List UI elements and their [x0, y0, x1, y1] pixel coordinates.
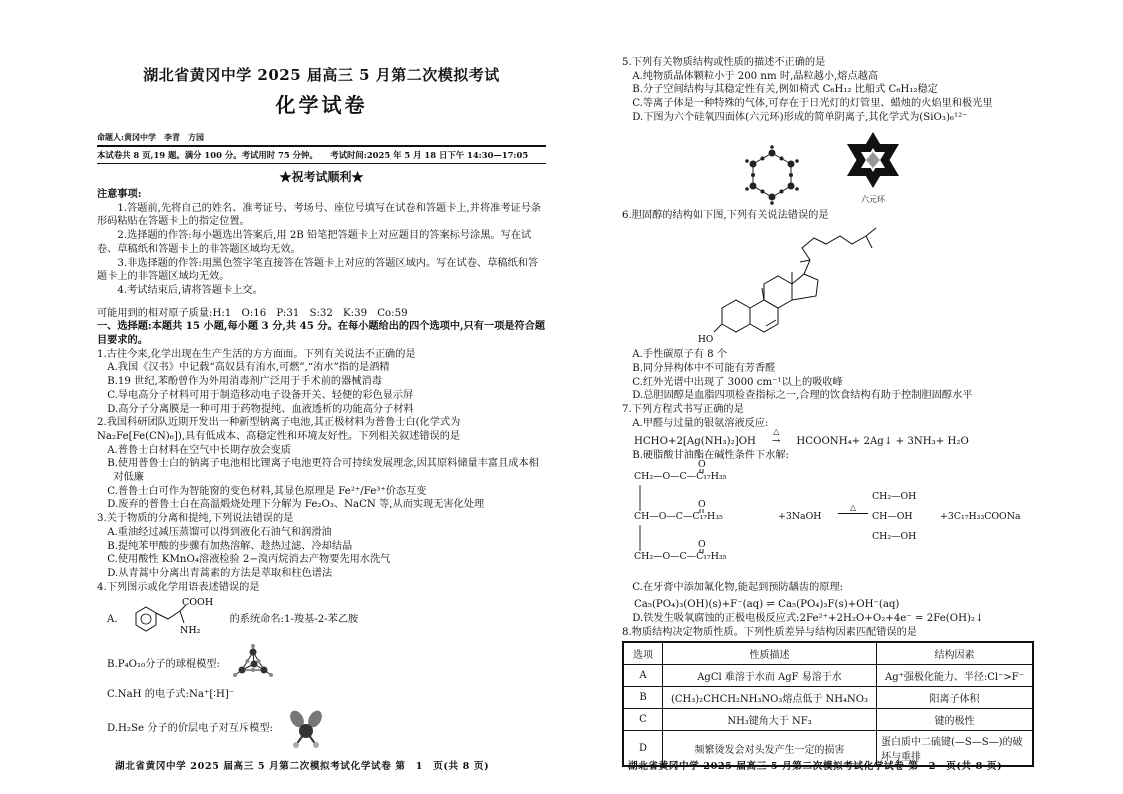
q7-b-equation [628, 459, 1083, 581]
q7-option-c: C.在牙膏中添加氟化物,能起到预防龋齿的原理: [632, 582, 844, 594]
q5-stem: 5.下列有关物质结构或性质的描述不正确的是 [622, 57, 826, 68]
q3-option-d: D.从青蒿中分离出青蒿素的方法是萃取和柱色谱法 [107, 567, 333, 579]
right-page [560, 0, 1123, 794]
glycerol-line-1: CH₂—OH [872, 491, 917, 503]
q7-option-d: D.铁发生吸氧腐蚀的正极电极反应式:2Fe²⁺+2H₂O+O₂+4e⁻ = 2Fe(OH)₂↓ [632, 612, 984, 624]
q5-option-b: B.分子空间结构与其稳定性有关,例如椅式 C₆H₁₂ 比船式 C₆H₁₂稳定 [632, 84, 938, 96]
left-page [0, 0, 560, 794]
phenylalanine-structure [128, 597, 220, 641]
q4-option-d-text: D.H₂Se 分子的价层电子对互斥模型: [107, 723, 273, 735]
h2se-vsepr-model [283, 707, 329, 751]
cholesterol-structure [692, 222, 952, 348]
q1-option-d: D.高分子分离膜是一种可用于药物提纯、血液透析的功能高分子材料 [107, 403, 414, 415]
p4o10-ball-stick-model [230, 644, 276, 684]
section-1-heading: 一、选择题:本题共 15 小题,每小题 3 分,共 45 分。在每小题给出的四个选项中,只有一项是符合题目要求的。 [97, 320, 546, 347]
naoh-reactant: +3NaOH [778, 511, 822, 523]
q5-option-a: A.纯物质晶体颗粒小于 200 nm 时,晶粒越小,熔点越高 [632, 70, 879, 82]
table-cell: 频繁烫发会对头发产生一定的损害 [663, 731, 877, 767]
note-3: 3.非选择题的作答:用黑色签字笔直接答在答题卡上对应的答题区域内。写在试卷、草稿纸和答题卡上的非答题区域均无效。 [97, 257, 539, 283]
table-row [623, 665, 1033, 687]
cholesterol-ho-label: HO [698, 335, 714, 346]
exam-info-bar: 本试卷共 8 页,19 题。满分 100 分。考试用时 75 分钟。 考试时间:2025 年 5 月 18 日下午 14:30—17:05 [97, 145, 546, 164]
q1-stem: 1.古往今来,化学出现在生产生活的方方面面。下列有关说法不正确的是 [97, 348, 416, 360]
table-cell: (CH₃)₂CHCH₂NH₃NO₃熔点低于 NH₄NO₃ [663, 687, 877, 709]
table-header-option: 选项 [623, 642, 663, 665]
carbonyl-o-2: O [698, 499, 706, 511]
q7-b-arrow [838, 513, 868, 514]
q7-a-arrow: △ → [759, 436, 793, 447]
silicate-hexagram-icon [842, 130, 904, 190]
q4-option-c: C.NaH 的电子式:Na⁺[∶H]⁻ [107, 689, 235, 701]
glycerol-line-3: CH₂—OH [872, 531, 917, 543]
notes-heading: 注意事项: [97, 188, 142, 200]
silicate-ring-ball-stick [742, 145, 802, 205]
q7-stem: 7.下列方程式书写正确的是 [622, 404, 744, 416]
table-header-property: 性质描述 [663, 642, 877, 665]
q4-option-b [107, 644, 546, 684]
exam-title: 湖北省黄冈中学 2025 届高三 5 月第二次模拟考试 [143, 66, 500, 84]
table-cell: D [623, 731, 663, 767]
q2-option-c: C.普鲁士白可作为智能窗的变色材料,其显色原理是 Fe²⁺/Fe³⁺价态互变 [107, 485, 427, 497]
table-cell: 键的极性 [877, 709, 1034, 731]
q7-option-a: A.甲醛与过量的银氨溶液反应: [632, 417, 769, 429]
q7-a-equation [634, 427, 1083, 448]
q7-a-heat-symbol: △ [773, 427, 780, 437]
q3-option-b: B.提纯苯甲酸的步骤有加热溶解、趁热过滤、冷却结晶 [107, 540, 353, 552]
note-1: 1.答题前,先将自己的姓名、准考证号、考场号、座位号填写在试卷和答题卡上,并将准考证号条形码粘贴在答题卡上的指定位置。 [97, 202, 542, 228]
page-2-footer: 湖北省黄冈中学 2025 届高三 5 月第二次模拟考试化学试卷 第 2 页(共 8 页) [628, 761, 1003, 772]
q4-a-cooh: COOH [181, 597, 213, 609]
good-luck-banner: ★祝考试顺利★ [279, 170, 364, 184]
glycerol-line-2: CH—OH [872, 511, 913, 523]
q4-option-a-label: A. [107, 613, 118, 625]
q6-option-c: C.红外光谱中出现了 3000 cm⁻¹以上的吸收峰 [632, 376, 843, 388]
q8-stem: 8.物质结构决定物质性质。下列性质差异与结构因素匹配错误的是 [622, 626, 917, 638]
q3-option-c: C.使用酸性 KMnO₄溶液检验 2−溴丙烷消去产物要先用水洗气 [107, 554, 391, 566]
q5-figures [742, 129, 1083, 205]
q1-option-b: B.19 世纪,苯酚曾作为外用消毒剂广泛用于手术前的器械消毒 [107, 376, 382, 388]
table-cell: NH₃键角大于 NF₃ [663, 709, 877, 731]
subject-title: 化学试卷 [275, 93, 368, 117]
carbonyl-o-1: O [698, 459, 706, 471]
q2-option-a: A.普鲁士白材料在空气中长期存放会变质 [107, 444, 291, 456]
q6-option-d: D.总胆固醇是血脂四项检查指标之一,合理的饮食结构有助于控制胆固醇水平 [632, 390, 973, 402]
q5-option-c: C.等离子体是一种特殊的气体,可存在于日光灯的灯管里、蜡烛的火焰里和极光里 [632, 98, 993, 110]
q4-option-a-text: 的系统命名:1-羧基-2-苯乙胺 [229, 613, 359, 625]
glyceride-line-1: CH₂—O—C—C₁₇H₃₅ [634, 471, 727, 483]
q4-stem: 4.下列图示或化学用语表述错误的是 [97, 581, 260, 593]
q2-option-d: D.废弃的普鲁士白在高温煅烧处理下分解为 Fe₂O₃、NaCN 等,从而实现无害化处理 [107, 499, 485, 511]
q4-option-a [107, 598, 546, 640]
table-cell: 阳离子体积 [877, 687, 1034, 709]
q7-a-products: HCOONH₄+ 2Ag↓ + 3NH₃+ H₂O [796, 436, 969, 448]
q1-option-a: A.我国《汉书》中记载“高奴县有洧水,可燃”,“洧水”指的是酒精 [107, 362, 390, 374]
table-cell: 蛋白质中二硫键(—S—S—)的破坏与重排 [877, 731, 1034, 767]
table-cell: A [623, 665, 663, 687]
q4-a-nh2: NH₂ [179, 625, 201, 637]
q1-option-c: C.导电高分子材料可用于制造移动电子设备开关、轻便的彩色显示屏 [107, 389, 414, 401]
q2-stem: 2.我国科研团队近期开发出一种新型钠离子电池,其正极材料为普鲁士白(化学式为 Na₂Fe[Fe(CN)₆]),具有低成本、高稳定性和环境友好性。下列相关叙述错误的是 [97, 417, 461, 442]
table-cell: C [623, 709, 663, 731]
q6-stem: 6.胆固醇的结构如下图,下列有关说法错误的是 [622, 209, 829, 221]
q7-a-reactants: HCHO+2[Ag(NH₃)₂]OH [634, 436, 756, 448]
six-ring-caption: 六元环 [861, 194, 885, 204]
glyceride-bonds [628, 463, 738, 581]
note-4: 4.考试结束后,请将答题卡上交。 [117, 284, 263, 296]
q7-c-equation: Ca₅(PO₄)₃(OH)(s)+F⁻(aq) ⇌ Ca₅(PO₄)₃F(s)+OH⁻(aq) [634, 598, 900, 610]
setter-line: 命题人:黄冈中学 李青 方园 [97, 132, 204, 142]
carbonyl-o-3: O [698, 539, 706, 551]
table-header-row [623, 642, 1033, 665]
glyceride-line-3: CH₂—O—C—C₁₇H₃₅ [634, 551, 727, 563]
table-cell: B [623, 687, 663, 709]
sodium-stearate-product: +3C₁₇H₃₃COONa [940, 511, 1021, 523]
page-1-footer: 湖北省黄冈中学 2025 届高三 5 月第二次模拟考试化学试卷 第 1 页(共 8 页) [115, 761, 490, 772]
glyceride-line-2: CH—O—C—C₁₇H₃₅ [634, 511, 723, 523]
atomic-masses: 可能用到的相对原子质量:H:1 O:16 P:31 S:32 K:39 Co:59 [97, 307, 408, 319]
q4-option-b-text: B.P₄O₁₀分子的球棍模型: [107, 658, 220, 670]
table-cell: AgCl 难溶于水而 AgF 易溶于水 [663, 665, 877, 687]
q3-stem: 3.关于物质的分离和提纯,下列说法错误的是 [97, 513, 294, 525]
q6-option-b: B.同分异构体中不可能有芳香醛 [632, 362, 776, 374]
q6-option-a: A.手性碳原子有 8 个 [632, 349, 728, 361]
q3-option-a: A.重油经过减压蒸馏可以得到液化石油气和润滑油 [107, 526, 332, 538]
q2-option-b: B.使用普鲁士白的钠离子电池相比锂离子电池更符合可持续发展理念,因其原料储量丰富且成本相对低廉 [107, 458, 539, 484]
six-ring-figure [842, 130, 904, 205]
q7-option-b: B.硬脂酸甘油酯在碱性条件下水解: [632, 450, 789, 462]
table-row [623, 709, 1033, 731]
table-header-structure: 结构因素 [877, 642, 1034, 665]
table-cell: Ag⁺强极化能力、半径:Cl⁻>F⁻ [877, 665, 1034, 687]
q8-table [622, 641, 1034, 767]
q4-option-d [107, 708, 546, 750]
table-row [623, 687, 1033, 709]
q5-option-d: D.下图为六个硅氧四面体(六元环)形成的简单阴离子,其化学式为(SiO₃)₆¹²⁻ [632, 111, 968, 123]
q7-b-heat-symbol: △ [849, 503, 857, 513]
note-2: 2.选择题的作答:每小题选出答案后,用 2B 铅笔把答题卡上对应题目的答案标号涂黑。写在试卷、草稿纸和答题卡上的非答题区域均无效。 [97, 230, 532, 255]
